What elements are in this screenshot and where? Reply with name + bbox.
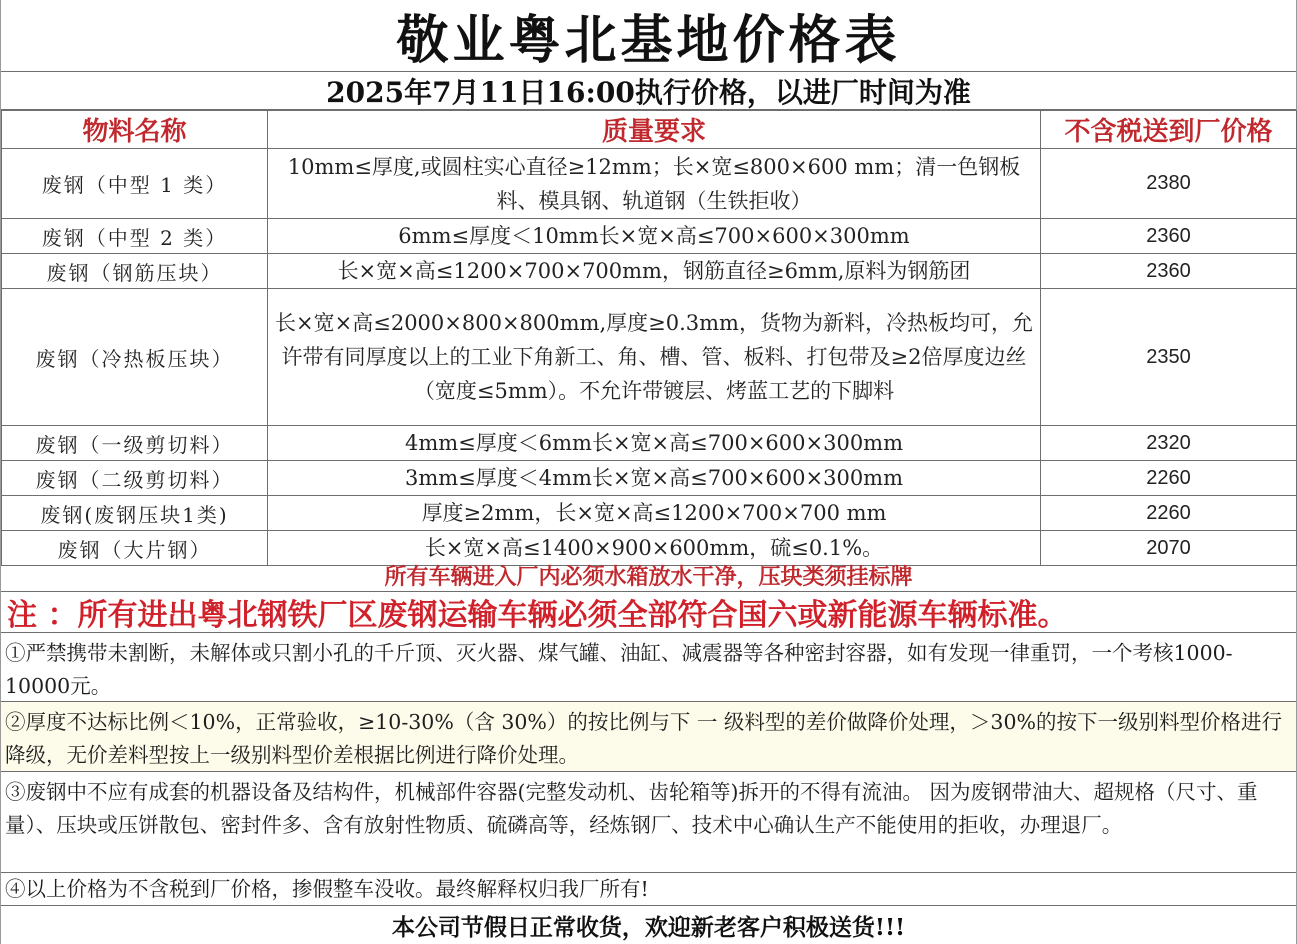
material-name: 废钢（大片钢） [2,531,268,566]
price-value: 2070 [1041,531,1297,566]
quality-requirement: 4mm≤厚度＜6mm长×宽×高≤700×600×300mm [268,426,1041,461]
material-name: 废钢(废钢压块1类) [2,496,268,531]
table-row [2,496,1297,531]
material-name: 废钢（冷热板压块） [2,289,268,426]
table-row [2,254,1297,289]
rule-item-2: ②厚度不达标比例＜10%，正常验收，≥10-30%（含 30%）的按比例与下 一 级料型的差价做降价处理，＞30%的按下一级别料型价格进行降级，无价差料型按上一级别料型价差根据比例进行降价处理。 [1,702,1296,772]
material-name: 废钢（二级剪切料） [2,461,268,496]
effective-date: 2025年7月11日16:00执行价格，以进厂时间为准 [1,72,1296,110]
quality-requirement: 10mm≤厚度,或圆柱实心直径≥12mm；长×宽≤800×600 mm；清一色钢板料、模具钢、轨道钢（生铁拒收） [268,149,1041,219]
price-value: 2360 [1041,219,1297,254]
table-row [2,426,1297,461]
quality-requirement: 3mm≤厚度＜4mm长×宽×高≤700×600×300mm [268,461,1041,496]
table-row [2,149,1297,219]
quality-requirement: 厚度≥2mm，长×宽×高≤1200×700×700 mm [268,496,1041,531]
header-price: 不含税送到厂价格 [1041,111,1297,149]
price-value: 2260 [1041,496,1297,531]
price-value: 2320 [1041,426,1297,461]
table-row [2,289,1297,426]
quality-requirement: 长×宽×高≤1200×700×700mm，钢筋直径≥6mm,原料为钢筋团 [268,254,1041,289]
rule-item-4: ④以上价格为不含税到厂价格，掺假整车没收。最终解释权归我厂所有! [1,873,1296,906]
header-material-name: 物料名称 [2,111,268,149]
material-name: 废钢（一级剪切料） [2,426,268,461]
price-value: 2360 [1041,254,1297,289]
material-name: 废钢（钢筋压块） [2,254,268,289]
price-table [1,110,1297,566]
table-row [2,219,1297,254]
vehicle-water-notice: 所有车辆进入厂内必须水箱放水干净，压块类须挂标牌 [1,559,1296,592]
material-name: 废钢（中型 1 类） [2,149,268,219]
page-title: 敬业粤北基地价格表 [1,0,1296,72]
price-value: 2380 [1041,149,1297,219]
material-name: 废钢（中型 2 类） [2,219,268,254]
rule-item-3: ③废钢中不应有成套的机器设备及结构件，机械部件容器(完整发动机、齿轮箱等)拆开的不得有流油。 因为废钢带油大、超规格（尺寸、重量）、压块或压饼散包、密封件多、含有放射性物质、硫磷高等，经炼钢厂、技术中心确认生产不能使用的拒收，办理退厂。 [1,772,1296,873]
emission-standard-note: 注 ：所有进出粤北钢铁厂区废钢运输车辆必须全部符合国六或新能源车辆标准。 [1,592,1296,633]
price-value: 2260 [1041,461,1297,496]
price-value: 2350 [1041,289,1297,426]
header-quality-requirement: 质量要求 [268,111,1041,149]
quality-requirement: 6mm≤厚度＜10mm长×宽×高≤700×600×300mm [268,219,1041,254]
rule-item-1: ①严禁携带未割断，未解体或只割小孔的千斤顶、灭火器、煤气罐、油缸、减震器等各种密封容器，如有发现一律重罚，一个考核1000-10000元。 [1,633,1296,702]
footer-message: 本公司节假日正常收货，欢迎新老客户积极送货!!! [391,913,906,941]
table-header-row [2,111,1297,149]
table-row [2,461,1297,496]
quality-requirement: 长×宽×高≤2000×800×800mm,厚度≥0.3mm，货物为新料，冷热板均可，允许带有同厚度以上的工业下角新工、角、槽、管、板料、打包带及≥2倍厚度边丝（宽度≤5mm）。不允许带镀层、烤蓝工艺的下脚料 [268,289,1041,426]
quality-requirement: 长×宽×高≤1400×900×600mm，硫≤0.1%。 [268,531,1041,566]
